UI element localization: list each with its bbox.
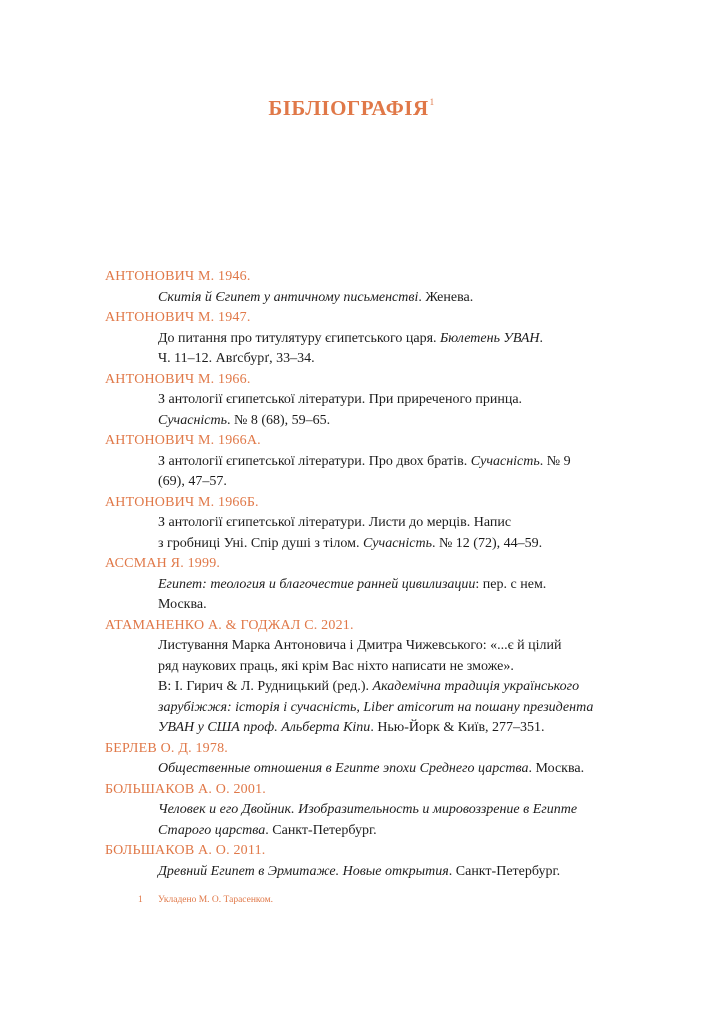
text-segment: В: І. Гирич & Л. Рудницький (ред.). (158, 679, 373, 694)
footnote-text: Укладено М. О. Тарасенком. (158, 895, 274, 905)
text-segment: . № 9 (539, 453, 571, 469)
entry-heading: АТАМАНЕНКО А. & ГОДЖАЛ С. 2021. (105, 617, 354, 633)
entry-body (105, 452, 595, 493)
text-segment: . Санкт-Петербург. (265, 822, 377, 838)
entry-line (158, 657, 595, 678)
entry-heading: АНТОНОВИЧ М. 1966А. (105, 433, 261, 448)
entry-heading: БЕРЛЕВ О. Д. 1978. (105, 740, 228, 756)
entry-body (105, 800, 595, 841)
entry-body (105, 288, 595, 309)
text-segment: (69), 47–57. (158, 474, 227, 489)
italic-text: Общественные отношения в Египте эпохи Среднего царства (158, 761, 529, 776)
text-segment: З антології єгипетської літератури. Листи до мерців. Напис (158, 515, 512, 530)
entry-body (105, 329, 595, 370)
entry-line (158, 698, 595, 719)
entry-line (158, 329, 595, 350)
entry-line (158, 800, 595, 821)
entry-body (105, 636, 595, 739)
text-segment: . № 8 (68), 59–65. (226, 412, 331, 428)
entry-heading: АССМАН Я. 1999. (105, 556, 221, 571)
entry-heading: БОЛЬШАКОВ А. О. 2001. (105, 781, 266, 797)
italic-text: зарубіжжя: історія і сучасність, Liber amicorum на пошану президента (158, 699, 594, 715)
entry-line (158, 390, 595, 411)
text-segment: Ч. 11–12. Авґсбурґ, 33–34. (158, 351, 315, 366)
entry-heading: АНТОНОВИЧ М. 1946. (105, 269, 251, 284)
entry-body (105, 575, 595, 616)
text-segment: . Женева. (418, 289, 474, 305)
page-title (0, 96, 703, 121)
entry-line (158, 288, 595, 309)
entry-line (158, 349, 595, 370)
entry-line (158, 677, 595, 698)
entry-body (105, 862, 595, 883)
entry-heading: АНТОНОВИЧ М. 1947. (105, 310, 251, 325)
text-segment: Москва. (158, 597, 207, 612)
italic-text: Сучасність (158, 412, 227, 428)
text-segment: Листування Марка Антоновича і Дмитра Чижевського: «...є й цілий (158, 638, 562, 653)
text-segment: . Нью-Йорк & Київ, 277–351. (370, 720, 545, 735)
text-segment: . № 12 (72), 44–59. (431, 535, 543, 551)
italic-text: Академічна традиція українського (372, 679, 580, 694)
entry-line (158, 595, 595, 616)
entry-line (158, 513, 595, 534)
entry-heading: АНТОНОВИЧ М. 1966Б. (105, 494, 259, 510)
entry-line (158, 821, 595, 842)
entry-body (105, 513, 595, 554)
entry-heading: АНТОНОВИЧ М. 1966. (105, 371, 251, 387)
footnote-number: 1 (138, 895, 143, 905)
entry-line (158, 411, 595, 432)
italic-text: Человек и его Двойник. Изобразительность и мировоззрение в Египте (158, 802, 578, 817)
entry-line (158, 636, 595, 657)
bibliography-list (105, 267, 595, 882)
text-segment: з гробниці Уні. Спір душі з тілом. (158, 535, 363, 551)
italic-text: Египет: теология и благочестие ранней цивилизации (158, 576, 476, 592)
text-segment: З антології єгипетської літератури. При приреченого принца. (158, 392, 523, 407)
entry-body (105, 390, 595, 431)
text-segment: : пер. с нем. (475, 576, 547, 592)
entry-line (158, 472, 595, 493)
italic-text: Древний Египет в Эрмитаже. Новые открытия (158, 863, 449, 879)
italic-text: Сучасність (362, 535, 432, 551)
italic-text: Старого царства (158, 822, 266, 838)
title-text: БІБЛІОГРАФІЯ (268, 96, 429, 120)
entry-line (158, 575, 595, 596)
italic-text: Скитія й Єгипет у античному письменстві (158, 289, 419, 305)
entry-line (158, 534, 595, 555)
entry-body (105, 759, 595, 780)
text-segment: . Москва. (528, 761, 585, 776)
text-segment: До питання про титулятуру єгипетського царя. (158, 330, 441, 346)
text-segment: . Санкт-Петербург. (448, 863, 561, 879)
entry-line (158, 759, 595, 780)
entry-line (158, 718, 595, 739)
italic-text: Сучасність (470, 453, 540, 469)
entry-line (158, 862, 595, 883)
footnote (138, 895, 273, 905)
text-segment: ряд наукових праць, які крім Вас ніхто написати не зможе». (158, 658, 514, 674)
footnote-marker: 1 (429, 97, 435, 107)
text-segment: . (539, 330, 544, 346)
entry-line (158, 452, 595, 473)
text-segment: З антології єгипетської літератури. Про двох братів. (158, 453, 471, 469)
italic-text: УВАН у США проф. Альберта Кіпи (158, 720, 371, 735)
italic-text: Бюлетень УВАН (440, 330, 540, 346)
entry-heading: БОЛЬШАКОВ А. О. 2011. (105, 843, 266, 858)
